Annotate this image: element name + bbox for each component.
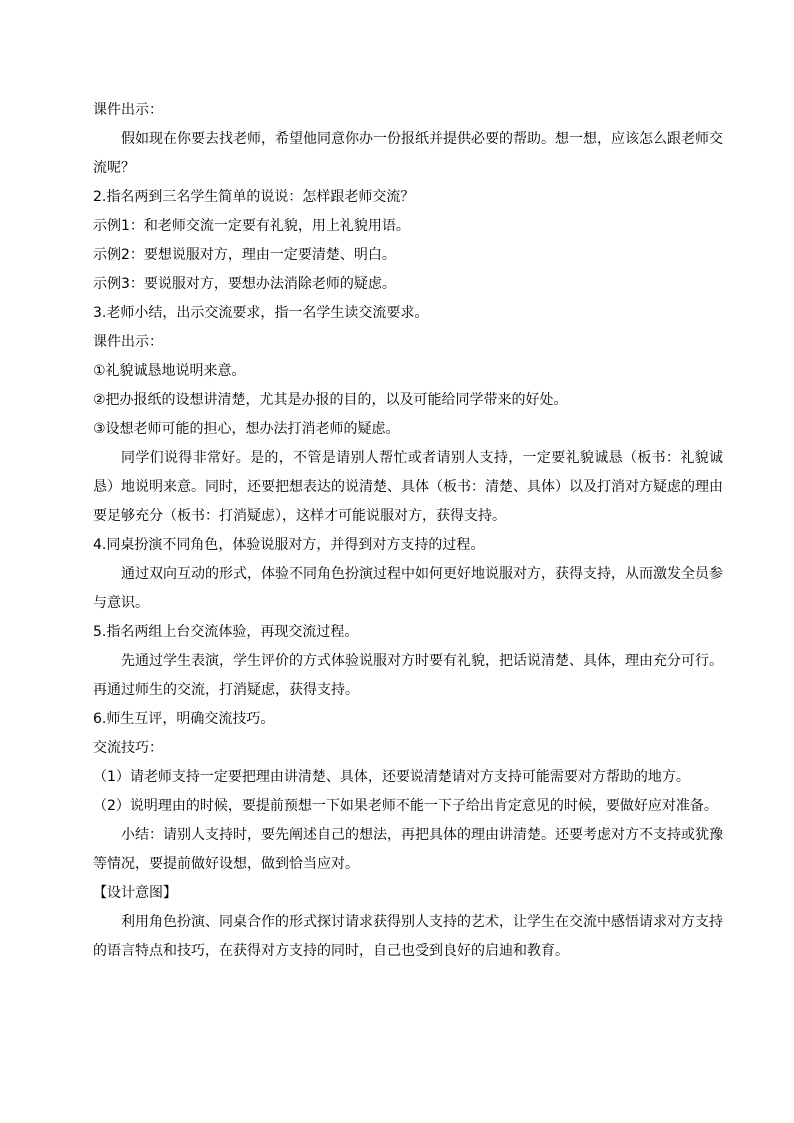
step-5: 5.指名两组上台交流体验，再现交流过程。 xyxy=(93,624,359,640)
courseware-heading: 课件出示： xyxy=(93,102,163,118)
requirement-3: ③设想老师可能的担心，想办法打消老师的疑虑。 xyxy=(93,421,400,437)
example-3: 示例3：要说服对方，要想办法消除老师的疑虑。 xyxy=(93,276,396,292)
courseware-heading-2: 课件出示： xyxy=(93,334,163,350)
design-intent-paragraph: 利用角色扮演、同桌合作的形式探讨请求获得别人支持的艺术，让学生在交流中感悟请求对方支持的语言特点和技巧，在获得对方支持的同时，自己也受到良好的启迪和教育。 xyxy=(93,914,723,959)
step-4: 4.同桌扮演不同角色，体验说服对方，并得到对方支持的过程。 xyxy=(93,537,485,553)
skills-heading: 交流技巧： xyxy=(93,740,163,756)
document-body xyxy=(93,96,723,966)
step-3: 3.老师小结，出示交流要求，指一名学生读交流要求。 xyxy=(93,305,429,321)
step-6: 6.师生互评，明确交流技巧。 xyxy=(93,711,275,727)
step-5-paragraph: 先通过学生表演，学生评价的方式体验说服对方时要有礼貌，把话说清楚、具体，理由充分可行。再通过师生的交流，打消疑虑，获得支持。 xyxy=(93,653,723,698)
design-intent-heading: 【设计意图】 xyxy=(93,885,177,901)
requirement-2: ②把办报纸的设想讲清楚，尤其是办报的目的，以及可能给同学带来的好处。 xyxy=(93,392,568,408)
skill-1: （1）请老师支持一定要把理由讲清楚、具体，还要说清楚请对方支持可能需要对方帮助的地方。 xyxy=(93,769,690,785)
requirement-1: ①礼貌诚恳地说明来意。 xyxy=(93,363,246,379)
scenario-paragraph: 假如现在你要去找老师，希望他同意你办一份报纸并提供必要的帮助。想一想，应该怎么跟老师交流呢？ xyxy=(93,131,723,176)
skill-2: （2）说明理由的时候，要提前预想一下如果老师不能一下子给出肯定意见的时候，要做好应对准备。 xyxy=(93,798,718,814)
step-4-paragraph: 通过双向互动的形式，体验不同角色扮演过程中如何更好地说服对方，获得支持，从而激发全员参与意识。 xyxy=(93,566,723,611)
step-2: 2.指名两到三名学生简单的说说：怎样跟老师交流？ xyxy=(93,189,415,205)
conclusion-paragraph: 小结：请别人支持时，要先阐述自己的想法，再把具体的理由讲清楚。还要考虑对方不支持或犹豫等情况，要提前做好设想，做到恰当应对。 xyxy=(93,827,723,872)
example-2: 示例2：要想说服对方，理由一定要清楚、明白。 xyxy=(93,247,396,263)
summary-paragraph: 同学们说得非常好。是的，不管是请别人帮忙或者请别人支持，一定要礼貌诚恳（板书：礼貌诚恳）地说明来意。同时，还要把想表达的说清楚、具体（板书：清楚、具体）以及打消对方疑虑的理由要足够充分（板书：打消疑虑），这样才可能说服对方，获得支持。 xyxy=(93,450,723,524)
example-1: 示例1：和老师交流一定要有礼貌，用上礼貌用语。 xyxy=(93,218,410,234)
